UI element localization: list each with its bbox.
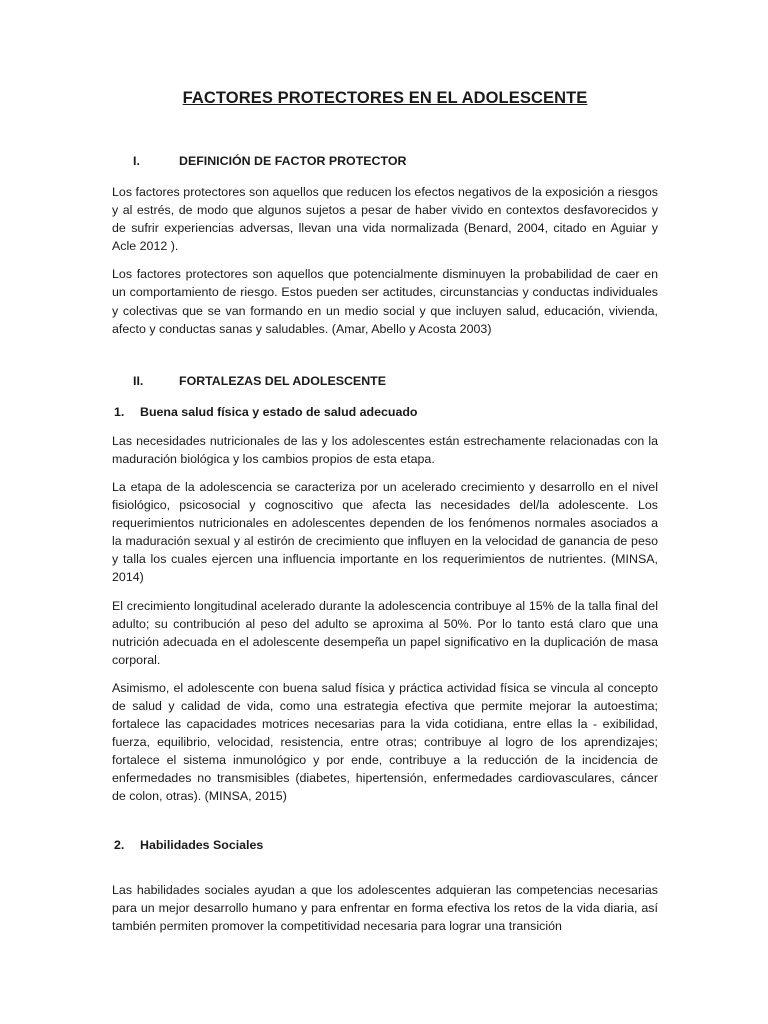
section-number: I. [133, 154, 140, 168]
section-heading-fortalezas [112, 372, 658, 390]
section-title: FORTALEZAS DEL ADOLESCENTE [179, 373, 386, 388]
paragraph: El crecimiento longitudinal acelerado durante la adolescencia contribuye al 15% de la talla final del adulto; su contribución al peso del adulto se aproxima al 50%. Por lo tanto está claro que una nutrición adecuada en el adolescente desempeña un papel significativo en la duplicación de masa corporal. [112, 598, 658, 667]
document-body [112, 86, 658, 945]
page-title: FACTORES PROTECTORES EN EL ADOLESCENTE [182, 89, 588, 107]
section-heading-definicion [112, 152, 658, 170]
paragraph: Los factores protectores son aquellos que reducen los efectos negativos de la exposición a riesgos y al estrés, de modo que algunos sujetos a pesar de haber vivido en contextos desfavorecidos y de sufrir experiencias adversas, llevan una vida normalizada (Benard, 2004, citado en Aguiar y Acle 2012 ). [112, 185, 658, 254]
section-number: II. [133, 373, 144, 388]
paragraph: La etapa de la adolescencia se caracteriza por un acelerado crecimiento y desarrollo en el nivel fisiológico, psicosocial y cognoscitivo que afecta las necesidades del/la adolescente. Los requerimientos nutricionales en adolescentes dependen de los fenómenos normales asociados a la maduración sexual y al estirón de crecimiento que influyen en la velocidad de ganancia de peso y talla los cuales ejercen una influencia importante en los requerimientos de nutrientes. (MINSA, 2014) [112, 479, 658, 585]
subsection-title: Buena salud física y estado de salud adecuado [140, 404, 418, 419]
paragraph: Asimismo, el adolescente con buena salud física y práctica actividad física se vincula al concepto de salud y calidad de vida, como una estrategia efectiva que permite mejorar la autoestima; fortalece las capacidades motrices necesarias para la vida cotidiana, entre ellas la - exibilidad, fuerza, equilibrio, velocidad, resistencia, entre otras; contribuye al logro de los aprendizajes; fortalece el sistema inmunológico y por ende, contribuye a la reducción de la incidencia de enfermedades no transmisibles (diabetes, hipertensión, enfermedades cardiovasculares, cáncer de colon, otras). (MINSA, 2015) [112, 680, 658, 804]
subsection-number: 1. [114, 404, 125, 419]
paragraph: Las habilidades sociales ayudan a que los adolescentes adquieran las competencias necesarias para un mejor desarrollo humano y para enfrentar en forma efectiva los retos de la vida diaria, así también permiten promover la competitividad necesaria para lograr una transición [112, 882, 658, 933]
paragraph: Los factores protectores son aquellos que potencialmente disminuyen la probabilidad de caer en un comportamiento de riesgo. Estos pueden ser actitudes, circunstancias y conductas individuales y colectivas que se van formando en un medio social y que incluyen salud, educación, vivienda, afecto y conductas sanas y saludables. (Amar, Abello y Acosta 2003) [112, 267, 658, 336]
subsection-title: Habilidades Sociales [140, 837, 264, 852]
paragraph: Las necesidades nutricionales de las y los adolescentes están estrechamente relacionadas con la maduración biológica y los cambios propios de esta etapa. [112, 433, 658, 466]
subsection-heading-habilidades [112, 836, 658, 854]
subsection-number: 2. [114, 837, 125, 852]
section-title: DEFINICIÓN DE FACTOR PROTECTOR [179, 154, 407, 168]
subsection-heading-salud [112, 403, 658, 421]
